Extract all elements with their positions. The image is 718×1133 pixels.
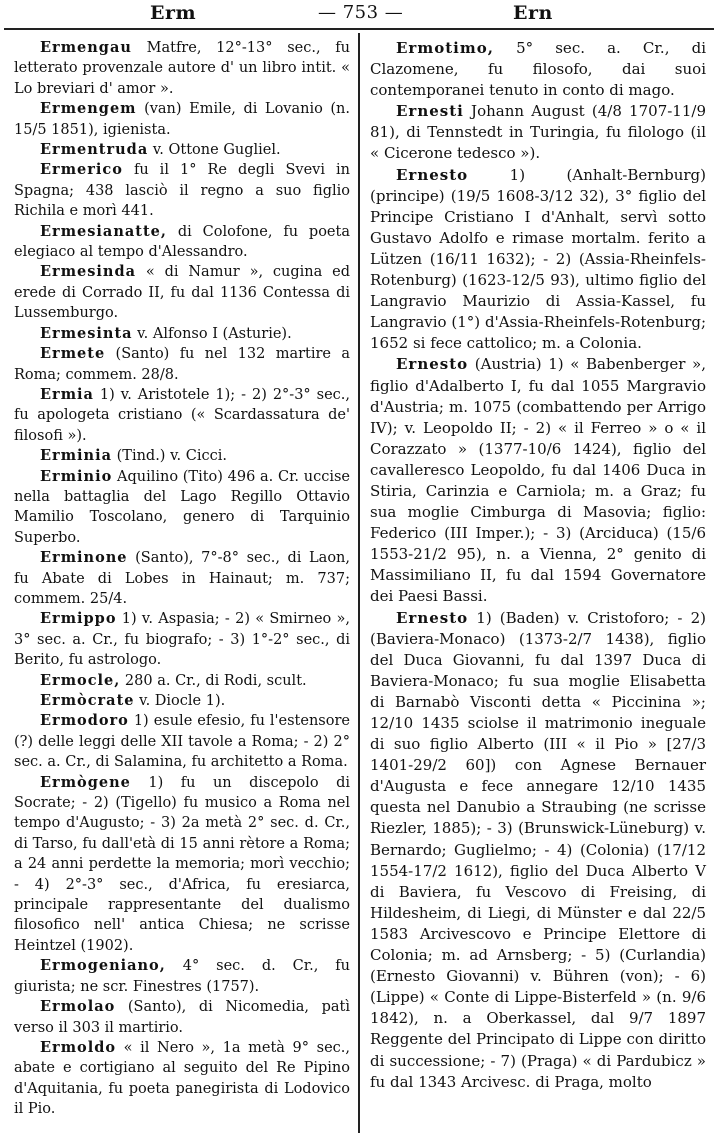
entry-headword: Ermesinda (40, 263, 137, 281)
entry-headword: Ernesto (396, 608, 469, 627)
dictionary-entry (14, 385, 350, 446)
dictionary-entry (14, 548, 350, 609)
dictionary-entry (14, 160, 350, 221)
entry-headword: Ermentruda (40, 141, 149, 159)
dictionary-entry (370, 608, 706, 1093)
entry-text: (Santo), di Nicomedia, patì verso il 303 il martirio. (14, 999, 350, 1036)
entry-headword: Ermengau (40, 39, 132, 56)
entry-text: 1) v. Aristotele 1); - 2) 2°-3° sec., fu apologeta cristiano (« Scardassatura de' filosofi »). (14, 386, 350, 444)
entry-headword: Erminone (40, 549, 128, 567)
header-left-guide-word: Erm (150, 2, 197, 24)
dictionary-entry (370, 101, 706, 164)
dictionary-entry (370, 38, 706, 101)
entry-text: fu il 1° Re degli Svevi in Spagna; 438 lasciò il regno a suo figlio Richila e morì 441. (14, 162, 350, 220)
page-number: — 753 — (318, 2, 404, 23)
entry-text: (Santo), 7°-8° sec., di Laon, fu Abate di Lobes in Hainaut; m. 737; commem. 25/4. (14, 550, 350, 607)
entry-headword: Erminia (40, 447, 112, 465)
running-header (0, 0, 718, 28)
entry-headword: Ernesto (396, 355, 469, 374)
dictionary-entry (14, 671, 350, 691)
dictionary-entry (14, 324, 350, 344)
entry-text: « di Namur », cugina ed erede di Corrado II, fu dal 1136 Contessa di Lussemburgo. (14, 264, 350, 322)
entry-text: di Colofone, fu poeta elegiaco al tempo d'Alessandro. (14, 223, 350, 261)
entry-headword: Ermogeniano, (40, 957, 166, 975)
entry-text: 280 a. Cr., di Rodi, scult. (120, 672, 307, 689)
entry-headword: Ermete (40, 345, 106, 363)
entry-headword: Ermia (40, 385, 94, 403)
dictionary-entry (14, 956, 350, 997)
entry-headword: Ermengem (40, 100, 137, 118)
entry-text: Johann August (4/8 1707-11/9 81), di Tennstedt in Turingia, fu filologo (il « Cicerone tedesco »). (370, 102, 706, 163)
dictionary-entry (14, 140, 350, 160)
entry-text: « il Nero », 1a metà 9° sec., abate e cortigiano al seguito del Re Pipino d'Aquitania, fu poeta panegirista di Lodovico il Pio. (14, 1039, 350, 1118)
entry-text: v. Ottone Gugliel. (148, 142, 281, 159)
entry-headword: Ermerico (40, 161, 123, 179)
entry-headword: Ermòcrate (40, 692, 135, 709)
entry-text: Matfre, 12°-13° sec., fu letterato provenzale autore d' un libro intit. « Lo breviari d' amor ». (14, 40, 350, 97)
entry-headword: Ermesianatte, (40, 222, 167, 240)
dictionary-entry (14, 446, 350, 466)
entry-headword: Ermesinta (40, 324, 133, 342)
dictionary-entry (14, 222, 350, 263)
entry-headword: Ermoldo (40, 1038, 117, 1056)
entry-text: (van) Emile, di Lovanio (n. 15/5 1851), igienista. (14, 101, 350, 138)
dictionary-entry (14, 262, 350, 323)
dictionary-entry (14, 344, 350, 385)
entry-headword: Ermocle, (40, 671, 121, 689)
header-right-guide-word: Ern (513, 2, 553, 24)
entry-headword: Ermolao (40, 998, 116, 1016)
entry-text: v. Diocle 1). (134, 693, 226, 709)
entry-text: 4° sec. d. Cr., fu giurista; ne scr. Finestres (1757). (14, 958, 350, 995)
dictionary-entry (14, 467, 350, 549)
entry-headword: Erminio (40, 467, 113, 485)
entry-text: 5° sec. a. Cr., di Clazomene, fu filosofo, dai suoi contemporanei tenuto in conto di mago. (370, 39, 706, 100)
dictionary-entry (370, 165, 706, 355)
dictionary-entry (14, 38, 350, 99)
entry-text: v. Alfonso I (Asturie). (132, 325, 292, 342)
entry-headword: Ermippo (40, 610, 117, 628)
entry-text: (Tind.) v. Cicci. (112, 448, 227, 465)
entry-text: (Santo) fu nel 132 martire a Roma; commem. 28/8. (14, 346, 350, 383)
entry-headword: Ermògene (40, 773, 131, 791)
entry-text: 1) fu un discepolo di Socrate; - 2) (Tigello) fu musico a Roma nel tempo d'Augusto; - 3) 2a metà 2° sec. d. Cr., di Tarso, fu dall'età di 15 anni rètore a Roma; a 24 anni perdette la memoria; morì vecchio; - 4) 2°-3° sec., d'Africa, fu eresiarca, principale rappresentante del dualismo filosofico nell' antica Chiesa; ne scrisse Heintzel (1902). (14, 774, 350, 954)
dictionary-entry (14, 99, 350, 140)
column-divider (358, 33, 360, 1133)
entry-headword: Ernesti (396, 102, 464, 121)
entry-text: (Austria) 1) « Babenberger », figlio d'Adalberto I, fu dal 1055 Margravio d'Austria; m. 1075 (combattendo per Arrigo IV); v. Leopoldo II; - 2) « il Ferreo » o « il Corazzato » (1377-10/6 1424), figlio del cavalleresco Leopoldo, fu dal 1406 Duca in Stiria, Carinzia e Carniola; m. a Graz; fu sua moglie Cimburga di Masovia; figlio: Federico (III Imper.); - 3) (Arciduca) (15/6 1553-21/2 95), n. a Vienna, 2° genito di Massimiliano II, fu dal 1594 Governatore dei Paesi Bassi. (370, 355, 706, 606)
entry-text: 1) esule efesio, fu l'estensore (?) delle leggi delle XII tavole a Roma; - 2) 2° sec. a. Cr., di Salamina, fu architetto a Roma. (14, 713, 350, 771)
left-column (14, 38, 350, 1120)
entry-text: 1) (Baden) v. Cristoforo; - 2) (Baviera-Monaco) (1373-2/7 1438), figlio del Duca Giovanni, fu dal 1397 Duca di Baviera-Monaco; fu sua moglie Elisabetta di Barnabò Visconti detta « Piccinina »; 12/10 1435 sciolse il matrimonio ineguale di suo figlio Alberto (III « il Pio » [27/3 1401-29/2 60]) con Agnese Bernauer d'Augusta e fece annegare 12/10 1435 questa nel Danubio a Straubing (ne scrisse Riezler, 1885); - 3) (Brunswick-Lüneburg) v. Bernardo; Guglielmo; - 4) (Colonia) (17/12 1554-17/2 1612), figlio del Duca Alberto V di Baviera, fu Vescovo di Freising, di Hildesheim, di Liegi, di Münster e dal 22/5 1583 Arcivescovo e Principe Elettore di Colonia; m. ad Arnsberg; - 5) (Curlandia) (Ernesto Giovanni) v. Bühren (von); - 6) (Lippe) « Conte di Lippe-Bisterfeld » (n. 9/6 1842), n. a Oberkassel, dal 9/7 1897 Reggente del Principato di Lippe con diritto di successione; - 7) (Praga) « di Pardubicz » fu dal 1343 Arcivesc. di Praga, molto (370, 608, 706, 1091)
dictionary-entry (14, 773, 350, 957)
entry-text: 1) v. Aspasia; - 2) « Smirneo », 3° sec. a. Cr., fu biografo; - 3) 1°-2° sec., di Berito, fu astrologo. (14, 611, 350, 669)
dictionary-entry (14, 609, 350, 670)
entry-headword: Ermotimo, (396, 39, 494, 57)
dictionary-entry (370, 354, 706, 607)
right-column (370, 38, 706, 1093)
dictionary-entry (14, 691, 350, 711)
dictionary-entry (14, 1038, 350, 1120)
entry-text: 1) (Anhalt-Bernburg) (principe) (19/5 1608-3/12 32), 3° figlio del Principe Cristiano I d'Anhalt, servì sotto Gustavo Adolfo e rimase mortalm. ferito a Lützen (16/11 1632); - 2) (Assia-Rheinfels-Rotenburg) (1623-12/5 93), ultimo figlio del Langravio Maurizio di Assia-Kassel, fu Langravio (1°) d'Assia-Rheinfels-Rotenburg; 1652 si fece cattolico; m. a Colonia. (370, 165, 706, 353)
entry-text: Aquilino (Tito) 496 a. Cr. uccise nella battaglia del Lago Regillo Ottavio Mamilio Toscolano, genero di Tarquinio Superbo. (14, 468, 350, 546)
header-rule (4, 28, 714, 30)
dictionary-entry (14, 997, 350, 1038)
dictionary-entry (14, 711, 350, 772)
entry-headword: Ermodoro (40, 712, 129, 730)
entry-headword: Ernesto (396, 165, 469, 184)
